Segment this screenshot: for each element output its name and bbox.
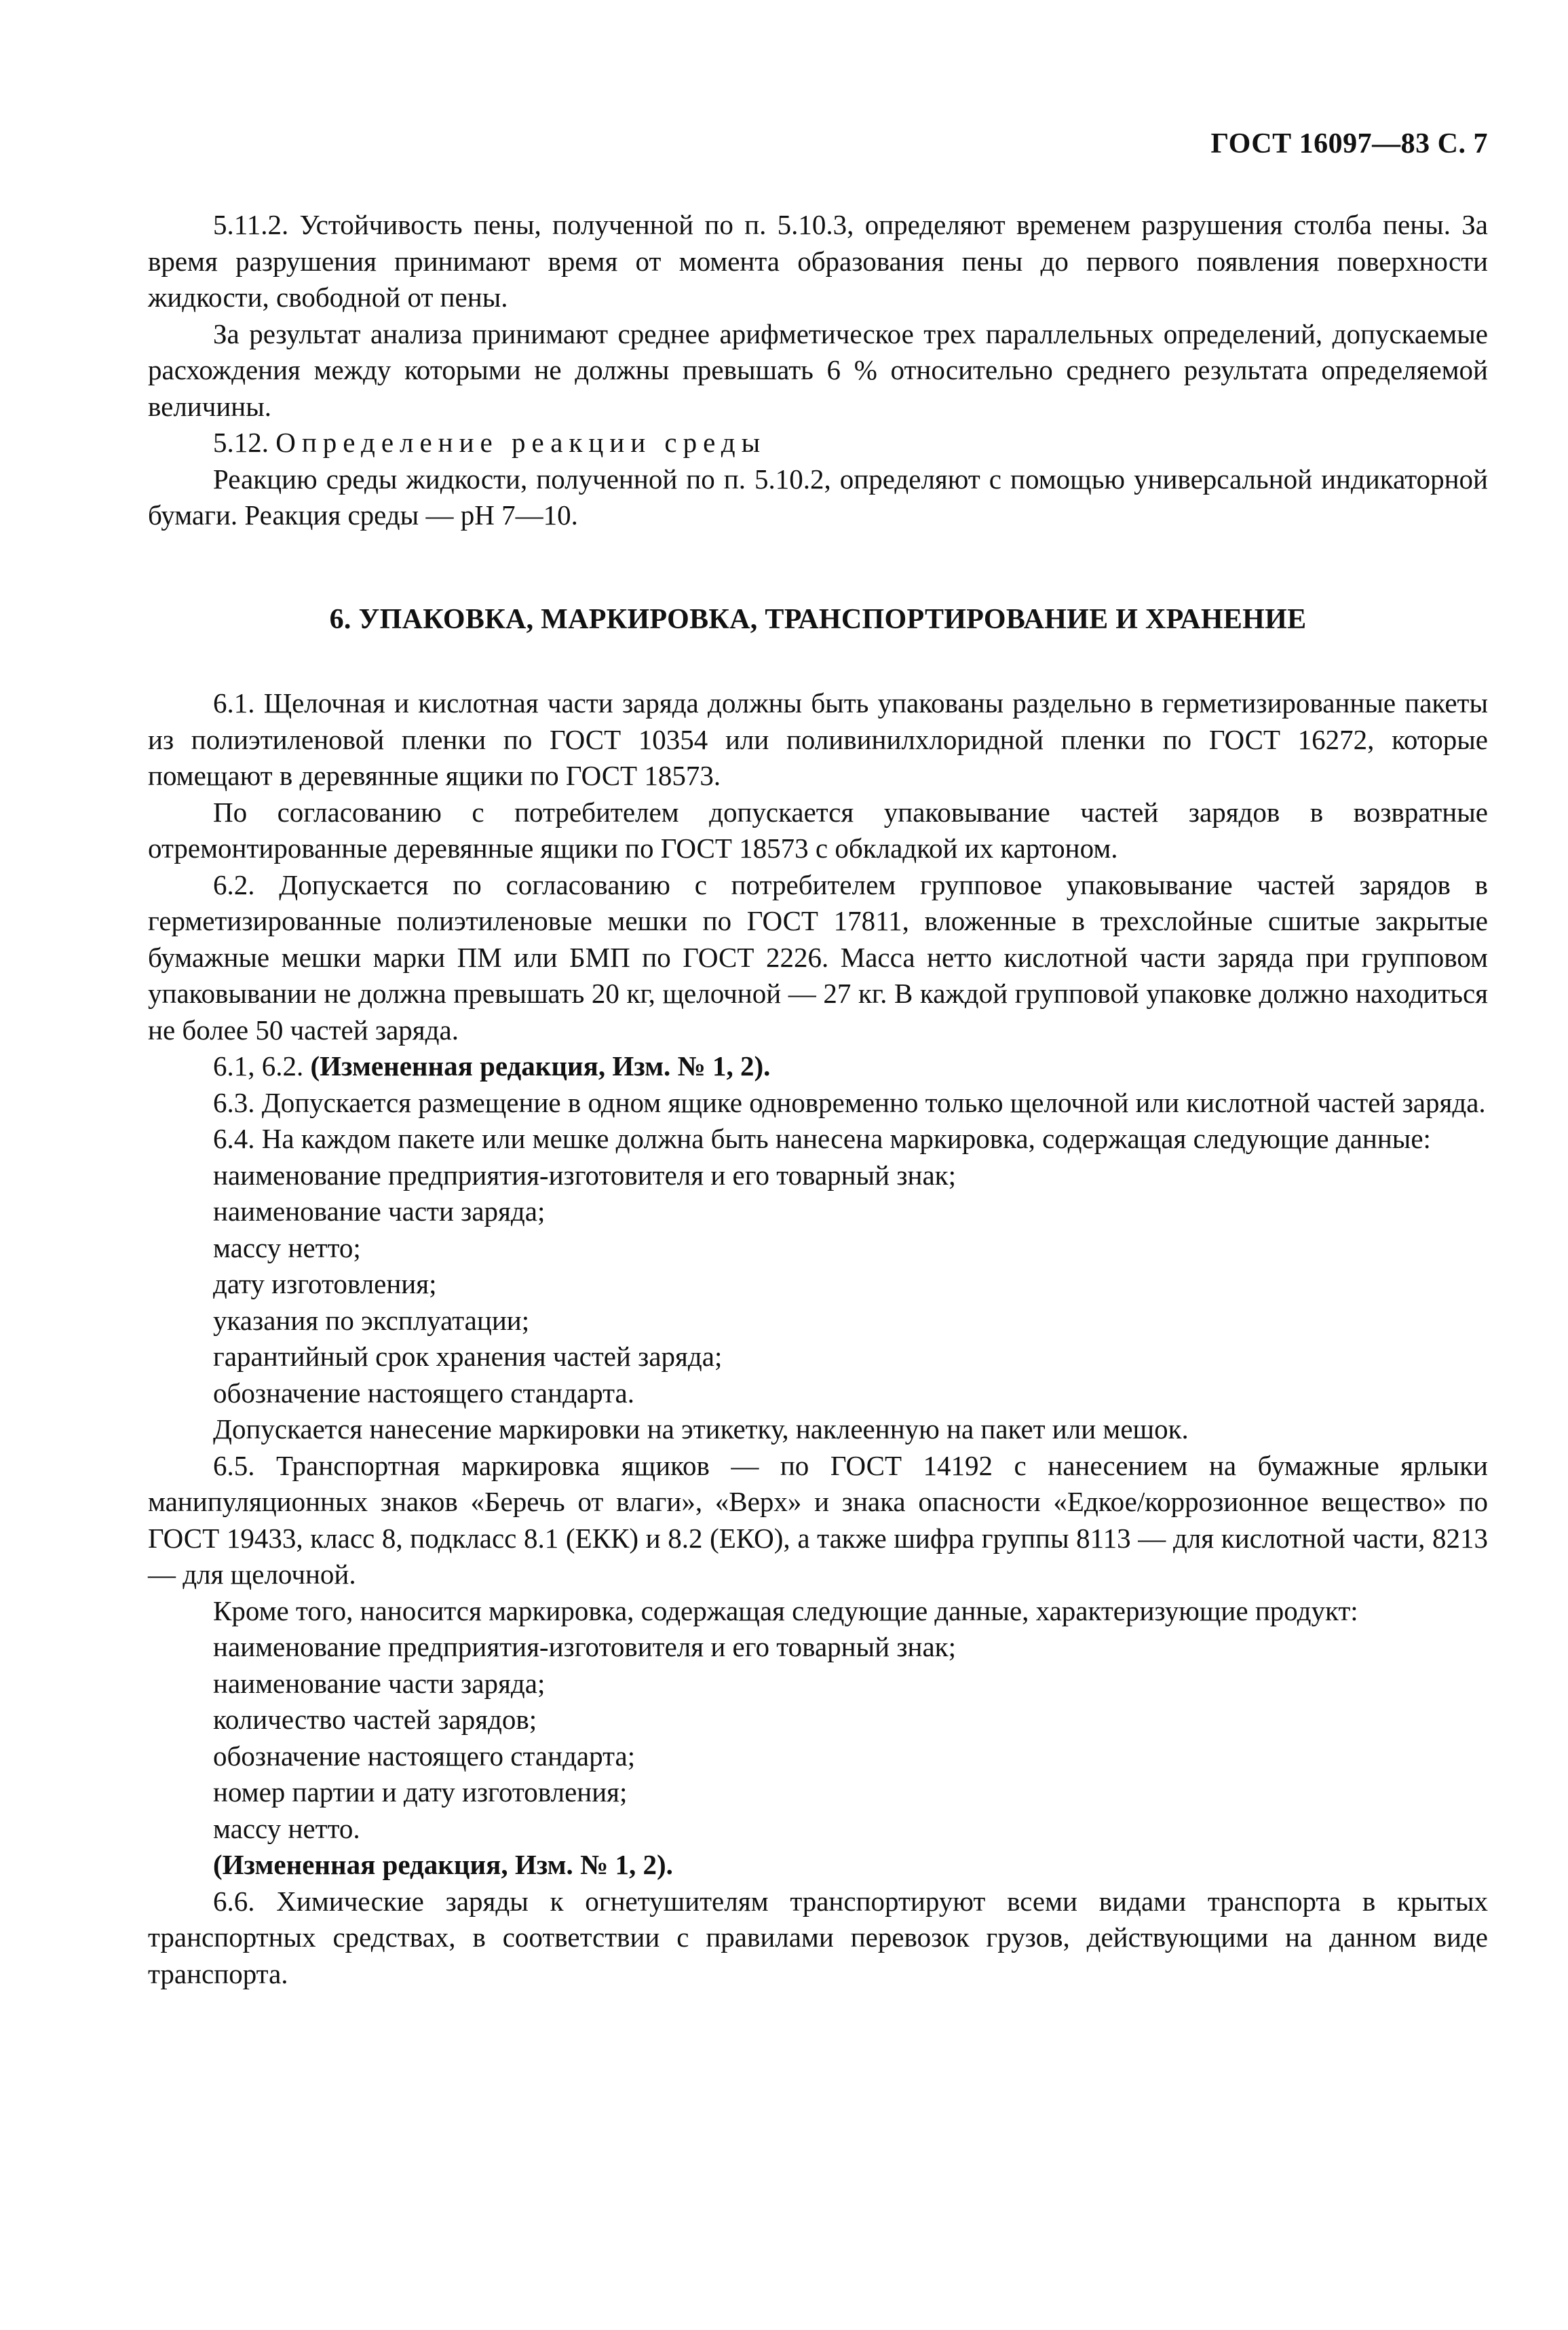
- paragraph-6-1-6-2-note: [148, 1048, 1488, 1085]
- paragraph-5-11-2-result: За результат анализа принимают среднее арифметическое трех параллельных определений, допускаемые расхождения между которыми не должны превышать 6 % относительно среднего результата определяемой величины.: [148, 318, 1488, 422]
- clause-title: Определение реакции среды: [275, 427, 767, 458]
- paragraph-6-1: 6.1. Щелочная и кислотная части заряда должны быть упакованы раздельно в герметизированные пакеты из полиэтиленовой пленки по ГОСТ 10354 или поливинилхлоридной пленки по ГОСТ 16272, которые помещают в деревянные ящики по ГОСТ 18573.: [148, 687, 1488, 791]
- list-item: обозначение настоящего стандарта.: [213, 1377, 634, 1409]
- list-item: номер партии и дату изготовления;: [213, 1776, 628, 1808]
- document-page: [148, 0, 1488, 2330]
- paragraph-5-11-2: 5.11.2. Устойчивость пены, полученной по п. 5.10.3, определяют временем разрушения столба пены. За время разрушения принимают время от момента образования пены до первого появления поверхности жидкости, свободной от пены.: [148, 209, 1488, 313]
- paragraph-6-5: 6.5. Транспортная маркировка ящиков — по ГОСТ 14192 с нанесением на бумажные ярлыки манипуляционных знаков «Беречь от влаги», «Верх» и знака опасности «Едкое/коррозионное вещество» по ГОСТ 19433, класс 8, подкласс 8.1 (ЕКК) и 8.2 (ЕКО), а также шифра группы 8113 — для кислотной части, 8213 — для щелочной.: [148, 1449, 1488, 1590]
- paragraph-6-5-b: Кроме того, наносится маркировка, содержащая следующие данные, характеризующие продукт:: [213, 1594, 1358, 1626]
- amendment-note: (Измененная редакция, Изм. № 1, 2).: [310, 1050, 771, 1082]
- list-item: указания по эксплуатации;: [213, 1304, 530, 1336]
- list-item: массу нетто;: [213, 1231, 361, 1263]
- page-header: ГОСТ 16097—83 С. 7: [1210, 128, 1488, 159]
- list-item: количество частей зарядов;: [213, 1704, 537, 1735]
- paragraph-6-2: 6.2. Допускается по согласованию с потребителем групповое упаковывание частей зарядов в герметизированные полиэтиленовые мешки по ГОСТ 17811, вложенные в трехслойные сшитые закрытые бумажные мешки марки ПМ или БМП по ГОСТ 2226. Масса нетто кислотной части заряда при групповом упаковывании не должна превышать 20 кг, щелочной — 27 кг. В каждой групповой упаковке должно находиться не более 50 частей заряда.: [148, 868, 1488, 1046]
- list-item: гарантийный срок хранения частей заряда;: [213, 1341, 723, 1372]
- list-item: дату изготовления;: [213, 1268, 437, 1299]
- list-item: наименование предприятия-изготовителя и его товарный знак;: [213, 1631, 956, 1662]
- clause-number: 5.12.: [213, 427, 269, 458]
- paragraph-6-1-b: По согласованию с потребителем допускается упаковывание частей зарядов в возвратные отремонтированные деревянные ящики по ГОСТ 18573 с обкладкой их картоном.: [148, 796, 1488, 864]
- section-6-title: 6. УПАКОВКА, МАРКИРОВКА, ТРАНСПОРТИРОВАНИЕ И ХРАНЕНИЕ: [329, 603, 1307, 635]
- list-item: наименование части заряда;: [213, 1667, 546, 1699]
- paragraph-6-4: 6.4. На каждом пакете или мешке должна быть нанесена маркировка, содержащая следующие данные:: [213, 1123, 1431, 1154]
- paragraph-6-3: 6.3. Допускается размещение в одном ящике одновременно только щелочной или кислотной частей заряда.: [213, 1086, 1486, 1118]
- list-item: наименование предприятия-изготовителя и его товарный знак;: [213, 1159, 956, 1191]
- list-item: массу нетто.: [213, 1812, 360, 1844]
- list-item: обозначение настоящего стандарта;: [213, 1740, 636, 1772]
- list-item: наименование части заряда;: [213, 1196, 546, 1227]
- paragraph-6-6: 6.6. Химические заряды к огнетушителям транспортируют всеми видами транспорта в крытых транспортных средствах, в соответствии с правилами перевозок грузов, действующими на данном виде транспорта.: [148, 1885, 1488, 1989]
- paragraph-5-12-heading: [148, 425, 1488, 461]
- amendment-note-6-5: (Измененная редакция, Изм. № 1, 2).: [213, 1849, 673, 1880]
- paragraph-6-4-b: Допускается нанесение маркировки на этикетку, наклеенную на пакет или мешок.: [213, 1413, 1189, 1445]
- document-body: [148, 207, 1488, 1992]
- paragraph-5-12: Реакцию среды жидкости, полученной по п. 5.10.2, определяют с помощью универсальной индикаторной бумаги. Реакция среды — рН 7—10.: [148, 463, 1488, 531]
- clause-number: 6.1, 6.2.: [213, 1050, 304, 1082]
